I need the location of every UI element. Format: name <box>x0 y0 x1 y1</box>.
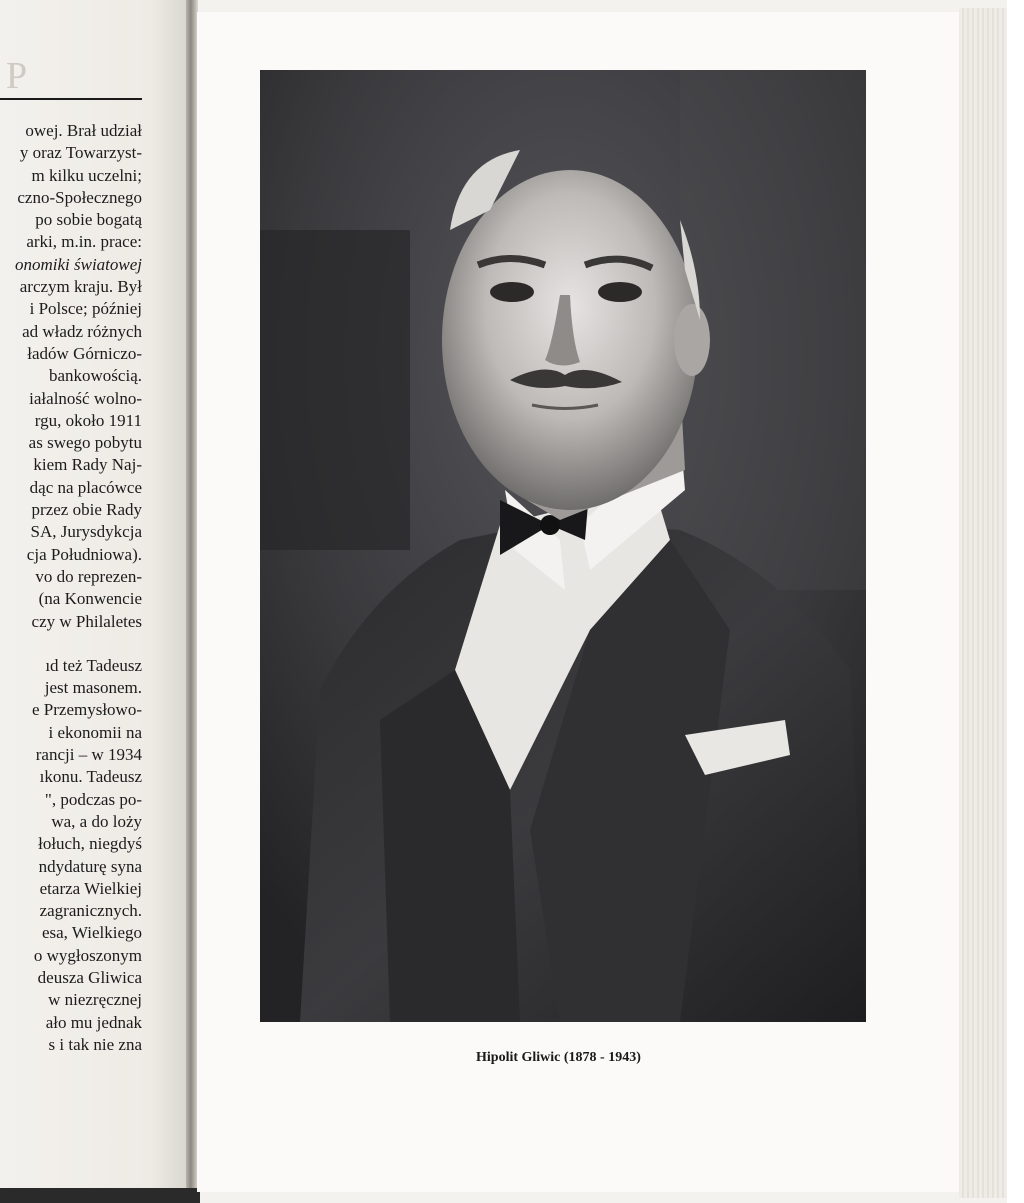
caption-text: Hipolit Gliwic (1878 - 1943) <box>476 1050 641 1065</box>
left-eye <box>490 282 534 302</box>
text-line: kiem Rady Naj- <box>33 455 142 475</box>
text-line: przez obie Rady <box>31 500 142 520</box>
text-line: ładów Górniczo- <box>27 343 142 363</box>
text-line: jest masonem. <box>44 678 142 698</box>
text-line: dąc na placówce <box>29 477 142 497</box>
text-line: SA, Jurysdykcja <box>30 522 142 542</box>
text-line: czno-Społecznego <box>17 187 142 207</box>
scan-margin <box>1007 0 1024 1203</box>
portrait-illustration <box>260 70 866 1022</box>
text-line: bankowością. <box>48 366 142 386</box>
text-line: po sobie bogatą <box>35 210 142 230</box>
text-line: e Przemysłowo- <box>31 700 142 720</box>
left-page <box>0 0 188 1190</box>
text-line: arczym kraju. Był <box>19 277 142 297</box>
text-line: rgu, około 1911 <box>34 410 142 430</box>
text-line: etarza Wielkiej <box>39 878 142 898</box>
text-line: w niezręcznej <box>48 990 142 1010</box>
text-line: cja Południowa). <box>26 544 142 564</box>
background-shape <box>260 230 410 550</box>
text-line: czy w Philaletes <box>31 611 142 631</box>
text-line: owej. Brał udział <box>25 121 142 140</box>
page-edges <box>959 8 1007 1198</box>
background-strip <box>0 1188 200 1203</box>
faded-header-letter: P <box>6 55 28 97</box>
text-line: iałalność wolno- <box>29 388 142 408</box>
text-line: (na Konwencie <box>38 589 142 609</box>
ear <box>674 304 710 376</box>
text-line: m kilku uczelni; <box>31 165 142 185</box>
right-eye <box>598 282 642 302</box>
text-line: onomiki światowej <box>14 254 142 274</box>
text-line: ıd też Tadeusz <box>45 655 142 675</box>
text-line: arki, m.in. prace: <box>26 232 142 252</box>
text-line: rancji – w 1934 <box>35 745 142 765</box>
text-line: łołuch, niegdyś <box>38 834 142 854</box>
text-line: i Polsce; później <box>29 299 142 319</box>
text-line <box>0 633 142 655</box>
text-line: esa, Wielkiego <box>41 923 142 943</box>
text-line: ało mu jednak <box>45 1012 142 1032</box>
portrait-photo <box>260 70 866 1022</box>
photo-caption <box>440 1050 880 1066</box>
text-line: o wygłoszonym <box>33 945 142 965</box>
text-line: y oraz Towarzyst- <box>19 143 142 163</box>
text-line: ad władz różnych <box>22 321 142 341</box>
text-line: ", podczas po- <box>44 789 142 809</box>
text-line: vo do reprezen- <box>35 566 142 586</box>
left-page-text <box>0 120 142 1056</box>
text-line: as swego pobytu <box>28 433 142 453</box>
header-rule <box>0 98 142 100</box>
text-line: s i tak nie zna <box>48 1034 142 1054</box>
text-line: deusza Gliwica <box>37 967 142 987</box>
text-line: ndydaturę syna <box>38 856 142 876</box>
text-line: ıkonu. Tadeusz <box>39 767 142 787</box>
text-line: zagranicznych. <box>39 901 142 921</box>
text-line: wa, a do loży <box>51 811 142 831</box>
text-line: i ekonomii na <box>48 722 142 742</box>
